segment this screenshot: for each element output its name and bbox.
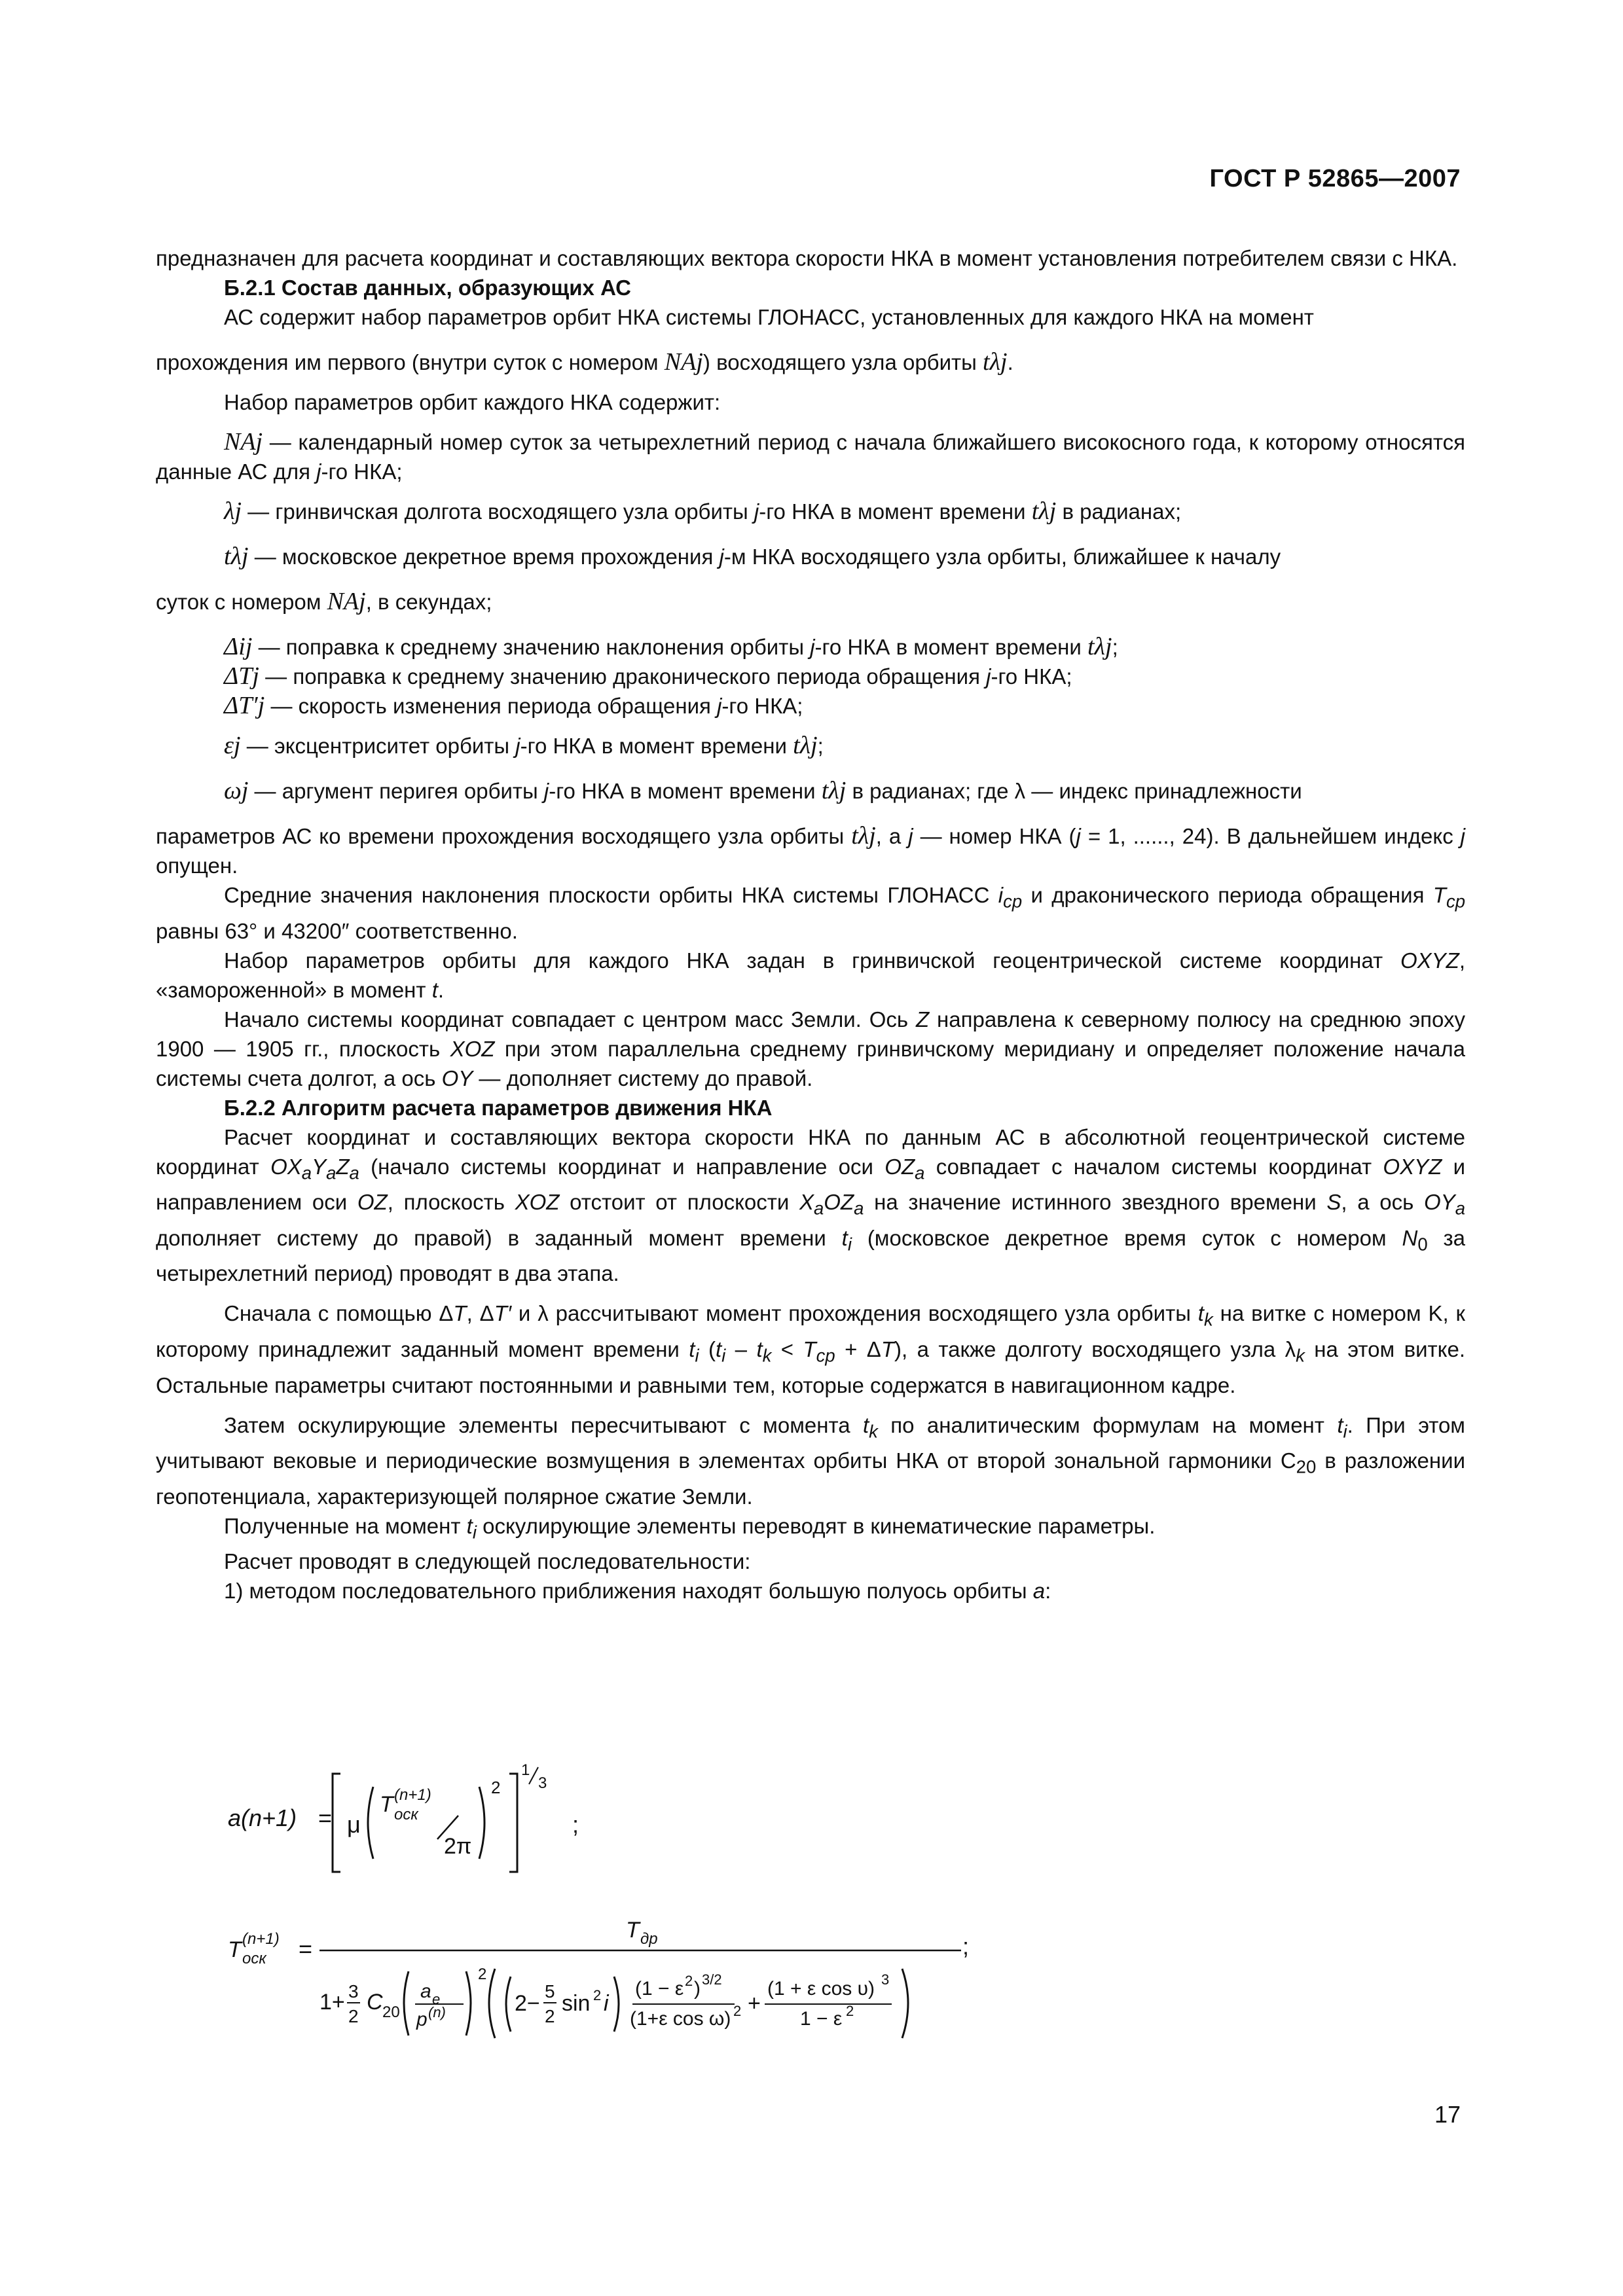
svg-text:2: 2 — [685, 1973, 693, 1989]
symbol-t-lambda-j: tλj — [983, 348, 1008, 376]
svg-text:1 − ε: 1 − ε — [800, 2008, 843, 2030]
formula-a-end: ; — [572, 1811, 579, 1838]
svg-text:3: 3 — [348, 1981, 359, 2001]
symbol-N-Aj: NAj — [224, 428, 263, 456]
paragraph: параметров АС ко времени прохождения восходящего узла орбиты tλj, а j — номер НКА (j = 1, ......, 24). В дальнейшем индекс j опущен. — [156, 822, 1466, 878]
svg-text:др: др — [640, 1930, 658, 1948]
paragraph: Сначала с помощью ΔT, ΔT′ и λ рассчитывают момент прохождения восходящего узла орбиты $t_k$ на витке с номером K, к которому принадлежит заданный момент времени $t_i$ $(t_i - t_k < T_{ср} + \Delta T)$, а также долготу восходящего узла $\lambda_k$ на этом витке. Остальные параметры считают постоянными и равными тем, которые содержатся в навигационном кадре. — [156, 1301, 1466, 1397]
param-t-lambda-j: tλj — московское декретное время прохождения j-м НКА восходящего узла орбиты, ближайшее к началу — [224, 543, 1281, 570]
symbol-N-Aj: NAj — [664, 348, 703, 376]
svg-text:(n+1): (n+1) — [394, 1786, 431, 1804]
symbol-t-lambda-j: tλj — [793, 732, 818, 759]
svg-text:2: 2 — [846, 2003, 854, 2019]
formula-t-end: ; — [962, 1933, 970, 1960]
svg-text:2: 2 — [593, 1987, 602, 2003]
svg-text:оск: оск — [242, 1950, 266, 1967]
svg-text:2: 2 — [545, 2006, 555, 2026]
svg-text:C: C — [367, 1990, 383, 2015]
svg-text:2: 2 — [733, 2003, 742, 2019]
svg-text:(1+ε cos ω): (1+ε cos ω) — [630, 2008, 731, 2030]
symbol-N-Aj: NAj — [327, 588, 366, 615]
symbol-t-lambda-j: tλj — [1031, 497, 1057, 525]
symbol-t-lambda-j: tλj — [224, 543, 249, 570]
svg-text:2π: 2π — [444, 1834, 472, 1859]
svg-text:i: i — [604, 1991, 609, 2016]
body-text — [156, 243, 1465, 1605]
svg-text:оск: оск — [394, 1806, 418, 1823]
svg-text:(n+1): (n+1) — [242, 1930, 280, 1948]
svg-text:=: = — [299, 1935, 313, 1962]
svg-text:1+: 1+ — [319, 1990, 345, 2015]
paragraph: Средние значения наклонения плоскости орбиты НКА системы ГЛОНАСС $i_{ср}$ и драконического периода обращения $T_{ср}$ равны 63° и 43200″ соответственно. — [156, 883, 1465, 943]
formulas — [156, 1761, 1465, 2068]
svg-text:2: 2 — [348, 2006, 359, 2026]
param-N-Aj: NAj — календарный номер суток за четырехлетний период с начала ближайшего високосного года, к которому относятся данные АС для j-го НКА; — [156, 428, 1465, 484]
svg-text:p: p — [416, 2009, 428, 2030]
formula-osculating-period — [228, 1918, 969, 2038]
param-delta-T-j: ΔTj — поправка к среднему значению драконического периода обращения j-го НКА; — [224, 662, 1072, 690]
symbol-delta-i-j: Δij — [224, 633, 253, 660]
svg-text:T: T — [626, 1918, 640, 1943]
svg-text:1: 1 — [521, 1761, 530, 1779]
param-omega-j: ωj — аргумент перигея орбиты j-го НКА в момент времени tλj в радианах; где λ — индекс принадлежности — [224, 777, 1302, 804]
svg-text:(1 + ε cos υ): (1 + ε cos υ) — [767, 1978, 875, 2000]
paragraph: Набор параметров орбит каждого НКА содержит: — [224, 390, 721, 414]
paragraph: предназначен для расчета координат и составляющих вектора скорости НКА в момент установления потребителем связи с НКА. — [156, 246, 1458, 270]
svg-text:μ: μ — [347, 1811, 361, 1838]
symbol-delta-T-j: ΔTj — [224, 662, 259, 690]
svg-text:3: 3 — [538, 1774, 547, 1792]
paragraph: 1) методом последовательного приближения находят большую полуось орбиты a: — [224, 1579, 1051, 1604]
svg-text:): ) — [694, 1978, 701, 2000]
paragraph: Затем оскулирующие элементы пересчитывают с момента $t_k$ по аналитическим формулам на момент $t_i$. При этом учитывают вековые и периодические возмущения в элементах орбиты НКА от второй зональной гармоники $С_{20}$ в разложении геопотенциала, характеризующей полярное сжатие Земли. — [156, 1412, 1465, 1509]
paragraph: Полученные на момент $t_i$ оскулирующие элементы переводят в кинематические параметры. — [224, 1513, 1156, 1543]
svg-text:e: e — [432, 1991, 441, 2007]
formula-a-lhs: a(n+1) — [228, 1804, 297, 1831]
paragraph: АС содержит набор параметров орбит НКА системы ГЛОНАСС, установленных для каждого НКА на момент — [224, 305, 1314, 329]
paragraph: Расчет проводят в следующей последовательности: — [224, 1549, 751, 1574]
svg-text:3: 3 — [881, 1971, 890, 1988]
param-lambda-j: λj — гринвичская долгота восходящего узла орбиты j-го НКА в момент времени tλj в радианах; — [224, 497, 1182, 525]
paragraph: Набор параметров орбиты для каждого НКА задан в гринвичской геоцентрической системе координат OXYZ, «замороженной» в момент t. — [156, 948, 1465, 1002]
svg-text:+: + — [748, 1991, 761, 2016]
svg-text:5: 5 — [545, 1981, 555, 2001]
formula-semi-major-axis — [228, 1761, 579, 1872]
paragraph: Расчет координат и составляющих вектора скорости НКА по данным АС в абсолютной геоцентрической системе координат $OX_aY_aZ_a$ (начало системы координат и направление оси $OZ_a$ совпадает с началом системы координат OXYZ и направлением оси OZ, плоскость XOZ отстоит от плоскости $X_aOZ_a$ на значение истинного звездного времени S, а ось $OY_a$ дополняет систему до правой) в заданный момент времени $t_i$ (московское декретное время суток с номером $N_0$ за четырехлетний период) проводят в два этапа. — [156, 1124, 1466, 1286]
svg-text:T: T — [380, 1792, 393, 1817]
svg-text:(n): (n) — [428, 2004, 446, 2020]
page-number: 17 — [1434, 2101, 1461, 2128]
svg-text:=: = — [318, 1804, 333, 1831]
symbol-t-lambda-j: tλj — [1087, 633, 1112, 660]
svg-text:2: 2 — [491, 1778, 501, 1797]
symbol-t-lambda-j: tλj — [821, 777, 847, 804]
document-code: ГОСТ Р 52865—2007 — [1209, 165, 1461, 192]
paragraph: Начало системы координат совпадает с центром масс Земли. Ось Z направлена к северному полюсу на среднюю эпоху 1900 — 1905 гг., плоскость XOZ при этом параллельна среднему гринвичскому меридиану и определяет положение начала системы счета долгот, а ось OY — дополняет систему до правой. — [156, 1007, 1465, 1090]
svg-text:2−: 2− — [515, 1991, 540, 2016]
svg-text:T: T — [228, 1937, 242, 1962]
param-delta-i-j: Δij — поправка к среднему значению наклонения орбиты j-го НКА в момент времени tλj; — [224, 633, 1118, 660]
svg-text:a: a — [420, 1981, 431, 2002]
paragraph: прохождения им первого (внутри суток с номером NAj) восходящего узла орбиты tλj. — [156, 348, 1013, 376]
param-eps-j: εj — эксцентриситет орбиты j-го НКА в момент времени tλj; — [224, 732, 824, 759]
section-heading-b21: Б.2.1 Состав данных, образующих АС — [224, 276, 631, 300]
symbol-lambda-j: λj — [224, 497, 242, 525]
svg-text:sin: sin — [562, 1991, 591, 2016]
symbol-delta-T-prime-j: ΔT′j — [224, 692, 265, 719]
symbol-t-lambda-j: tλj — [851, 822, 876, 850]
svg-text:(1 − ε: (1 − ε — [635, 1978, 684, 2000]
svg-text:3/2: 3/2 — [702, 1971, 722, 1988]
symbol-omega-j: ωj — [224, 777, 249, 804]
symbol-eps-j: εj — [224, 732, 241, 759]
svg-text:2: 2 — [478, 1965, 487, 1983]
section-heading-b22: Б.2.2 Алгоритм расчета параметров движения НКА — [224, 1095, 773, 1120]
paragraph: суток с номером NAj, в секундах; — [156, 588, 492, 615]
param-delta-T-prime-j: ΔT′j — скорость изменения периода обращения j-го НКА; — [224, 692, 803, 719]
svg-text:20: 20 — [382, 2003, 400, 2021]
